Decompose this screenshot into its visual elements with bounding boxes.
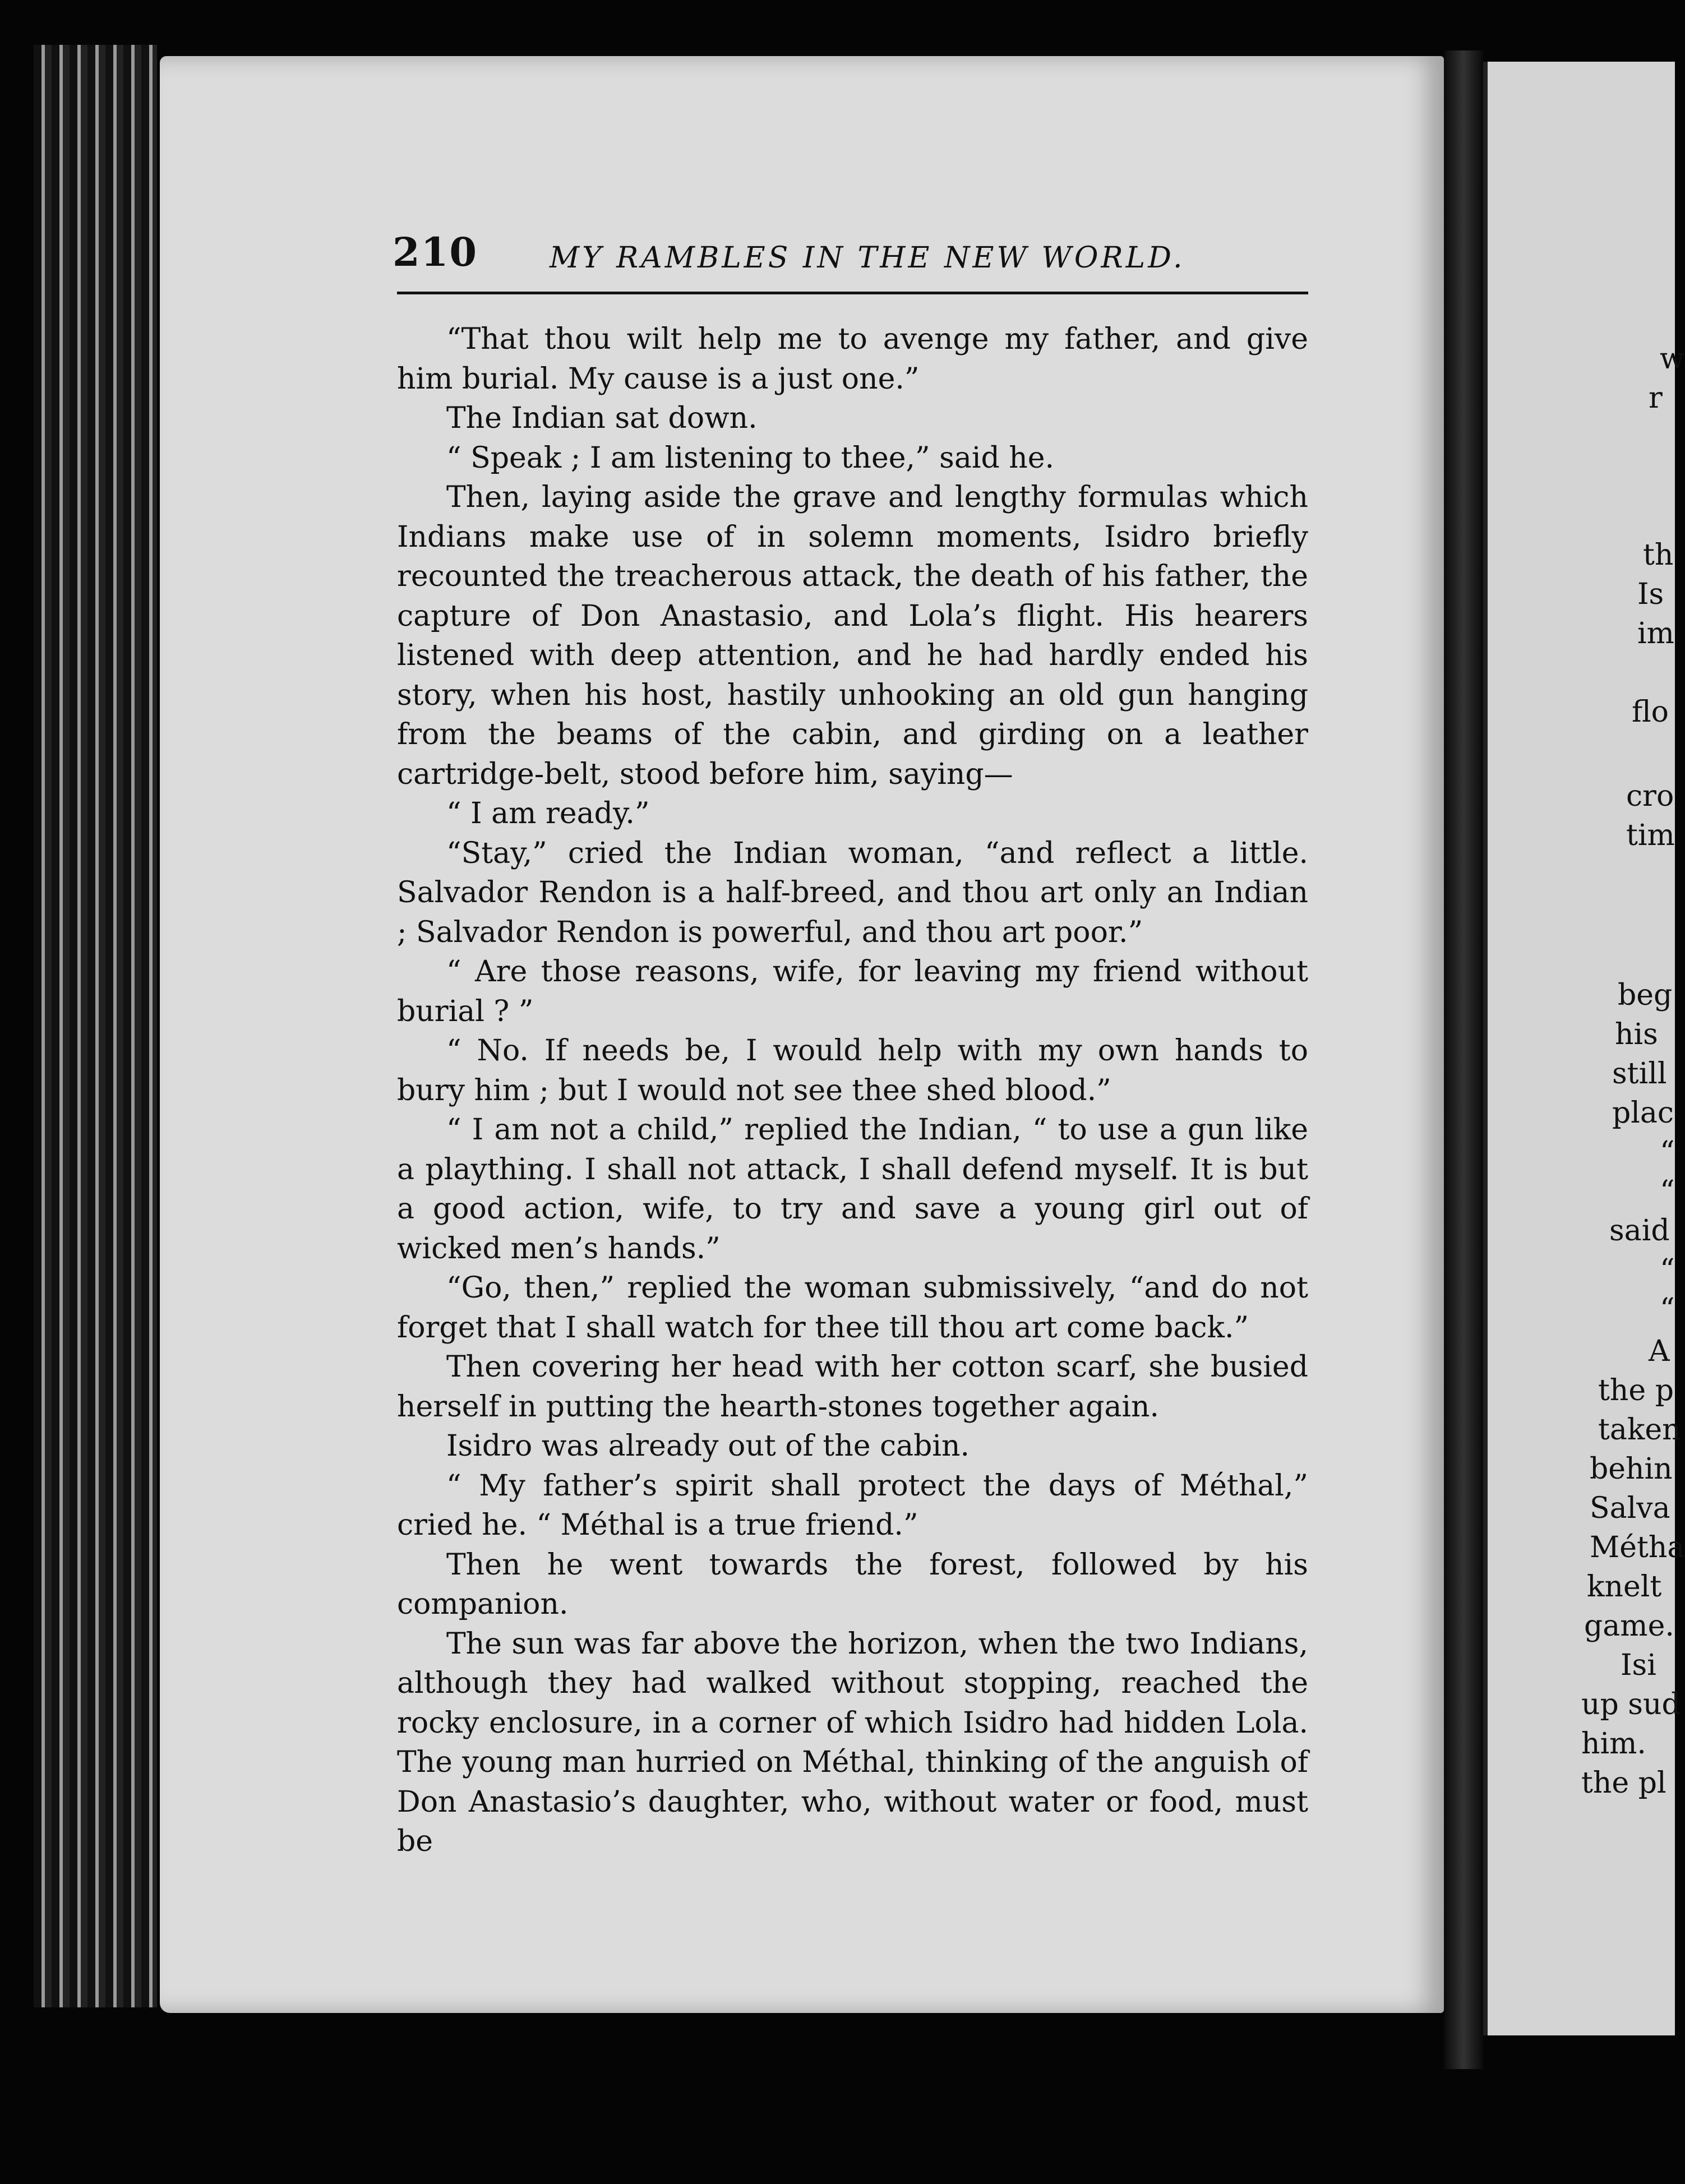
paragraph: The Indian sat down. [446,401,758,435]
right-fragment: the p [1598,1374,1674,1407]
right-fragment: still [1612,1057,1667,1091]
paragraph: “ Are those reasons, wife, for leaving my friend without burial ? ” [397,955,1308,1028]
right-fragment: “ [1660,1253,1675,1287]
header-rule [397,292,1308,294]
paragraph: “ No. If needs be, I would help with my own hands to bury him ; but I would not see thee shed blood.” [397,1034,1308,1107]
right-fragment: knelt [1587,1570,1662,1604]
right-fragment: th [1643,538,1674,572]
paragraph: Then covering her head with her cotton scarf, she busied herself in putting the hearth-stones together again. [397,1350,1308,1424]
book-page-edges [34,45,157,2007]
body-text [397,320,1308,1862]
page-number: 210 [393,229,478,275]
paragraph: “Go, then,” replied the woman submissively, “and do not forget that I shall watch for thee till thou art come back.” [397,1271,1308,1345]
right-fragment: Métha [1590,1531,1685,1564]
right-fragment: cro [1626,779,1674,813]
right-fragment: beg [1618,978,1673,1012]
page-header [393,229,1307,290]
right-fragment: A [1649,1335,1670,1368]
right-fragment: “ [1660,1135,1675,1169]
running-title: MY RAMBLES IN THE NEW WORLD. [550,241,1185,275]
paragraph: “That thou wilt help me to avenge my father, and give him burial. My cause is a just one.” [397,322,1308,396]
right-fragment: w [1660,342,1685,376]
right-fragment: r [1649,381,1663,415]
right-fragment: Salva [1590,1492,1670,1525]
paragraph: Then, laying aside the grave and lengthy formulas which Indians make use of in solemn moments, Isidro briefly recounted the treacherous attack, the death of his father, the capture of Don Anastasio, and Lola’s flight. His hearers listened with deep attention, and he had hardly ended his story, when his host, hastily unhooking an old gun hanging from the beams of the cabin, and girding on a leather cartridge-belt, stood before him, saying— [397,481,1308,791]
right-fragment: the pl [1581,1766,1666,1800]
right-fragment: Isi [1621,1649,1656,1682]
book-gutter [1444,50,1483,2069]
paragraph: “Stay,” cried the Indian woman, “and reflect a little. Salvador Rendon is a half-breed, and thou art only an Indian ; Salvador Rendon is powerful, and thou art poor.” [397,836,1308,949]
paragraph: “ Speak ; I am listening to thee,” said he. [446,441,1055,475]
paragraph: The sun was far above the horizon, when the two Indians, although they had walked without stopping, reached the rocky enclosure, in a corner of which Isidro had hidden Lola. The young man hurried on Méthal, thinking of the anguish of Don Anastasio’s daughter, who, without water or food, must be [397,1627,1308,1858]
right-fragment: taken [1598,1413,1681,1447]
right-fragment: game. [1584,1609,1674,1643]
paragraph: Isidro was already out of the cabin. [446,1429,970,1463]
right-fragment: Is [1637,578,1664,611]
right-fragment: up sud [1581,1688,1681,1721]
paragraph: “ I am not a child,” replied the Indian, “ to use a gun like a plaything. I shall not attack, I shall defend myself. It is but a good action, wife, to try and save a young girl out of wicked men’s hands.” [397,1113,1308,1266]
right-fragment: “ [1660,1175,1675,1208]
right-fragment: his [1615,1018,1658,1051]
paragraph: “ My father’s spirit shall protect the days of Méthal,” cried he. “ Méthal is a true friend.” [397,1469,1308,1542]
right-fragment: “ [1660,1292,1675,1326]
right-fragment: him. [1581,1727,1646,1761]
right-fragment: im [1637,617,1674,650]
paragraph: “ I am ready.” [446,797,650,830]
right-fragment: said [1609,1214,1670,1248]
right-fragment: behin [1590,1452,1673,1486]
right-fragment: plac [1612,1096,1674,1130]
right-fragment: flo [1632,695,1669,729]
paragraph: Then he went towards the forest, followed by his companion. [397,1548,1308,1621]
right-fragment: tim [1626,819,1675,852]
right-page-text [1576,0,1685,2184]
